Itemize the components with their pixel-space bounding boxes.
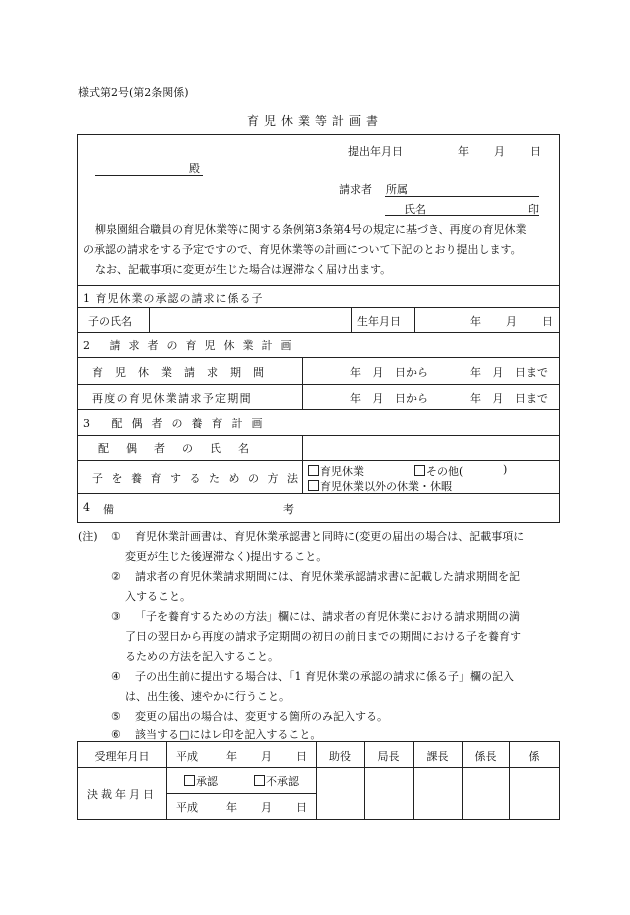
affiliation-label: 所属	[386, 183, 408, 196]
statement-line-2: の承認の請求をする予定ですので、育児休業等の計画について下記のとおり提出します。	[83, 243, 522, 256]
decision-year: 年	[226, 801, 237, 814]
director-stamp-cell[interactable]	[365, 768, 413, 818]
reject-option[interactable]: 不承認	[254, 773, 299, 789]
option-other[interactable]: その他(	[414, 463, 463, 479]
received-date-label: 受理年月日	[94, 750, 150, 763]
re-leave-period-from[interactable]: 年 月 日から	[350, 392, 428, 405]
note-4-line-1: 子の出生前に提出する場合は、「1 育児休業の承認の請求に係る子」欄の記入	[135, 670, 514, 683]
col-director: 局長	[377, 750, 400, 763]
option-other-leave[interactable]: 育児休業以外の休業・休暇	[308, 478, 452, 494]
received-day: 日	[296, 750, 307, 763]
col-deputy: 助役	[329, 750, 351, 763]
leave-period-from[interactable]: 年 月 日から	[350, 366, 428, 379]
re-leave-period-label: 再度の育児休業請求予定期間	[92, 392, 252, 405]
name-label: 氏名	[404, 203, 426, 216]
received-year: 年	[226, 750, 237, 763]
note-3-number: ③	[111, 610, 121, 623]
deputy-stamp-cell[interactable]	[317, 768, 364, 818]
section-1-title: 1 育児休業の承認の請求に係る子	[83, 292, 264, 305]
note-3-line-3: るための方法を記入すること。	[125, 650, 279, 663]
section-4-number: 4	[83, 501, 90, 514]
affiliation-field[interactable]	[385, 196, 539, 197]
decision-date-label: 決裁年月日	[87, 788, 157, 801]
re-leave-period-to[interactable]: 年 月 日まで	[470, 392, 548, 405]
note-2-number: ②	[111, 570, 121, 583]
checkbox-icon[interactable]	[254, 775, 265, 786]
section-3-title: 3 配偶者の養育計画	[83, 417, 272, 430]
option-childcare-leave[interactable]: 育児休業	[308, 463, 364, 479]
main-form-frame	[77, 134, 560, 523]
addressee-underline[interactable]	[95, 175, 203, 176]
child-name-field[interactable]	[150, 308, 350, 331]
birth-month-label: 月	[506, 315, 517, 328]
note-5-number: ⑤	[111, 710, 121, 723]
remarks-field[interactable]	[302, 494, 558, 521]
col-subsection-chief: 係長	[474, 750, 497, 763]
requester-label: 請求者	[339, 183, 372, 196]
note-6-number: ⑥	[111, 728, 121, 741]
form-number: 様式第2号(第2条関係)	[78, 86, 189, 99]
date-day-label: 日	[530, 145, 541, 158]
care-method-label: 子を養育するための方法	[92, 472, 307, 485]
checkbox-icon[interactable]	[308, 465, 319, 476]
staff-stamp-cell[interactable]	[510, 768, 559, 818]
checkbox-icon[interactable]	[308, 480, 319, 491]
child-name-label: 子の氏名	[88, 315, 132, 328]
note-2-line-1: 請求者の育児休業請求期間には、育児休業承認請求書に記載した請求期間を記	[135, 570, 520, 583]
leave-period-label: 育児休業請求期間	[92, 366, 276, 379]
checkbox-icon[interactable]	[414, 465, 425, 476]
note-1-line-2: 変更が生じた後遅滞なく)提出すること。	[125, 550, 328, 563]
document-title: 育児休業等計画書	[246, 114, 383, 128]
submission-date-label: 提出年月日	[348, 145, 403, 158]
note-2-line-2: 入すること。	[125, 590, 191, 603]
statement-line-1: 柳泉園組合職員の育児休業等に関する条例第3条第4号の規定に基づき、再度の育児休業	[95, 223, 527, 236]
spouse-name-label: 配偶者の氏名	[98, 442, 266, 455]
name-field[interactable]	[385, 215, 539, 216]
decision-era: 平成	[176, 801, 198, 814]
approval-table	[77, 741, 560, 820]
leave-period-to[interactable]: 年 月 日まで	[470, 366, 548, 379]
notes-prefix: (注)	[78, 530, 98, 543]
decision-day: 日	[296, 801, 307, 814]
statement-line-3: なお、記載事項に変更が生じた場合は遅滞なく届け出ます。	[95, 263, 392, 276]
checkbox-icon[interactable]	[184, 775, 195, 786]
option-other-close: )	[503, 463, 508, 476]
approve-option[interactable]: 承認	[184, 773, 218, 789]
section-chief-stamp-cell[interactable]	[414, 768, 462, 818]
date-month-label: 月	[494, 145, 505, 158]
spouse-name-field[interactable]	[303, 436, 558, 459]
decision-month: 月	[261, 801, 272, 814]
addressee-suffix: 殿	[189, 162, 200, 175]
date-year-label: 年	[458, 145, 469, 158]
col-section-chief: 課長	[426, 750, 449, 763]
birth-year-label: 年	[470, 315, 481, 328]
remarks-label-right: 考	[283, 503, 294, 516]
birth-date-label: 生年月日	[357, 315, 401, 328]
section-2-title: 2 請求者の育児休業計画	[83, 339, 300, 352]
note-4-number: ④	[111, 670, 121, 683]
subsection-chief-stamp-cell[interactable]	[463, 768, 509, 818]
note-3-line-1: 「子を養育するための方法」欄には、請求者の育児休業における請求期間の満	[135, 610, 520, 623]
note-6-line-1: 該当する□にはレ印を記入すること。	[135, 728, 322, 741]
note-1-line-1: 育児休業計画書は、育児休業承認書と同時に(変更の届出の場合は、記載事項に	[135, 530, 525, 543]
note-5-line-1: 変更の届出の場合は、変更する箇所のみ記入する。	[135, 710, 388, 723]
received-month: 月	[261, 750, 272, 763]
birth-day-label: 日	[542, 315, 553, 328]
note-3-line-2: 了日の翌日から再度の請求予定期間の初日の前日までの期間における子を養育す	[125, 630, 521, 643]
seal-mark: 印	[528, 203, 539, 216]
remarks-label-left: 備	[103, 503, 114, 516]
note-4-line-2: は、出生後、速やかに行うこと。	[125, 690, 290, 703]
col-staff: 係	[528, 750, 540, 763]
received-era: 平成	[176, 750, 198, 763]
note-1-number: ①	[111, 530, 121, 543]
